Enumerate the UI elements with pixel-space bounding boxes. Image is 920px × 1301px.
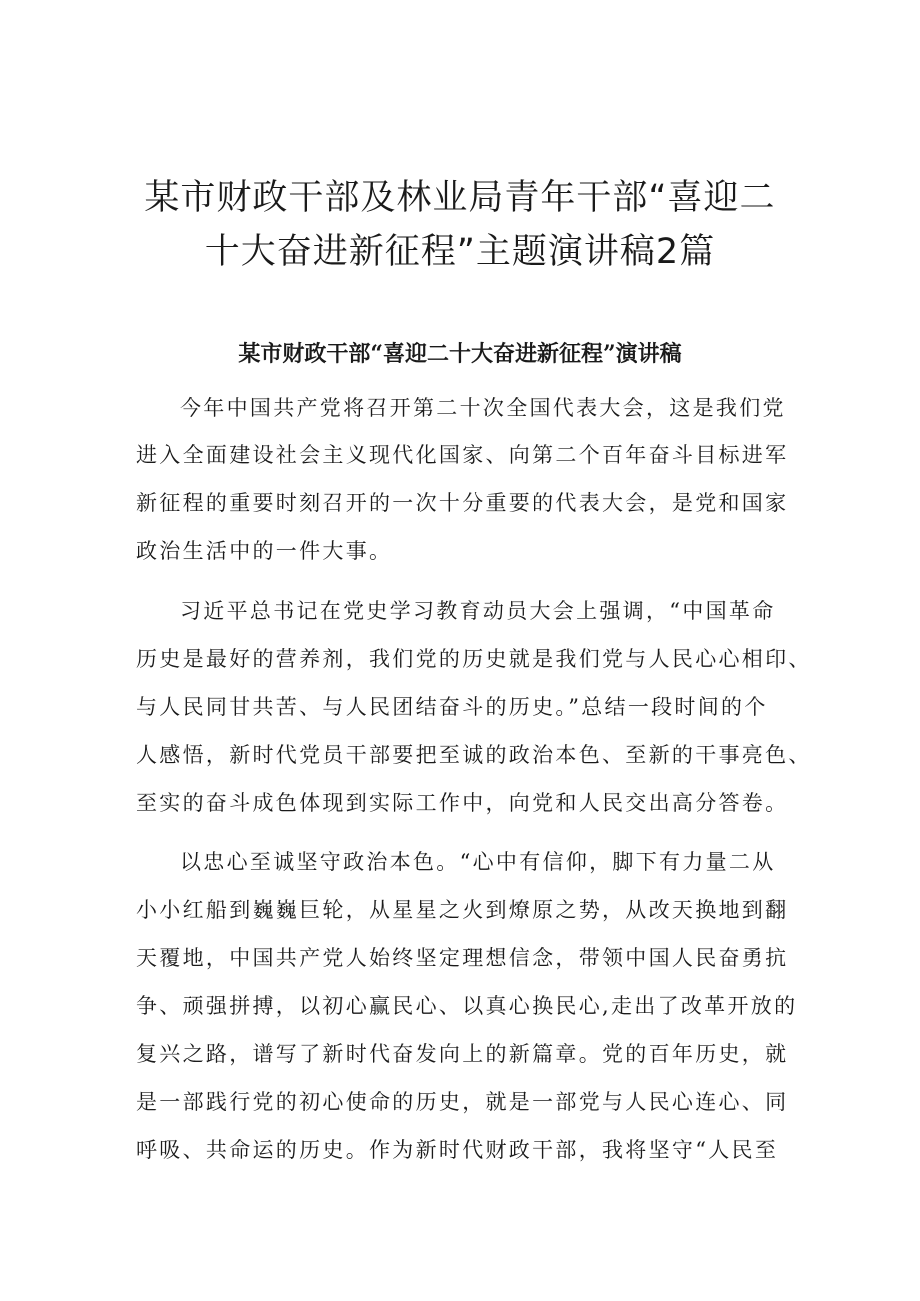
paragraph-3-line-1: 以忠心至诚坚守政治本色。“心中有信仰，脚下有力量二从 bbox=[180, 850, 776, 874]
paragraph-1-line-2: 进入全面建设社会主义现代化国家、向第二个百年奋斗目标进军 bbox=[136, 443, 789, 467]
paragraph-1-line-1: 今年中国共产党将召开第二十次全国代表大会，这是我们党 bbox=[180, 396, 786, 420]
paragraph-2-line-5: 至实的奋斗成色体现到实际工作中，向党和人民交出高分答卷。 bbox=[136, 791, 789, 815]
document-title-line-1: 某市财政干部及林业局青年干部“喜迎二 bbox=[144, 178, 776, 218]
paragraph-3-line-4: 争、顽强拼搏，以初心赢民心、以真心换民心,走出了改革开放的 bbox=[136, 994, 798, 1018]
paragraph-2-line-3: 与人民同甘共苦、与人民团结奋斗的历史。”总结一段时间的个 bbox=[136, 695, 768, 719]
speech-subtitle: 某市财政干部“喜迎二十大奋进新征程”演讲稿 bbox=[238, 341, 682, 367]
paragraph-3-line-3: 天覆地，中国共产党人始终坚定理想信念，带领中国人民奋勇抗 bbox=[136, 946, 789, 970]
paragraph-2-line-1: 习近平总书记在党史学习教育动员大会上强调，“中国革命 bbox=[180, 599, 776, 623]
document-title-line-2: 十大奋进新征程”主题演讲稿2篇 bbox=[204, 232, 716, 272]
paragraph-2-line-4: 人感悟，新时代党员干部要把至诚的政治本色、至新的干事亮色、 bbox=[136, 743, 812, 767]
paragraph-3-line-5: 复兴之路，谱写了新时代奋发向上的新篇章。党的百年历史，就 bbox=[136, 1042, 789, 1066]
paragraph-2-line-2: 历史是最好的营养剂，我们党的历史就是我们党与人民心心相印、 bbox=[136, 647, 812, 671]
paragraph-3-line-2: 小小红船到巍巍巨轮，从星星之火到燎原之势，从改天换地到翻 bbox=[136, 898, 789, 922]
paragraph-3-line-7: 呼吸、共命运的历史。作为新时代财政干部，我将坚守“人民至 bbox=[136, 1138, 779, 1162]
paragraph-1-line-4: 政治生活中的一件大事。 bbox=[136, 539, 393, 563]
paragraph-3-line-6: 是一部践行党的初心使命的历史，就是一部党与人民心连心、同 bbox=[136, 1090, 789, 1114]
paragraph-1-line-3: 新征程的重要时刻召开的一次十分重要的代表大会，是党和国家 bbox=[136, 491, 789, 515]
